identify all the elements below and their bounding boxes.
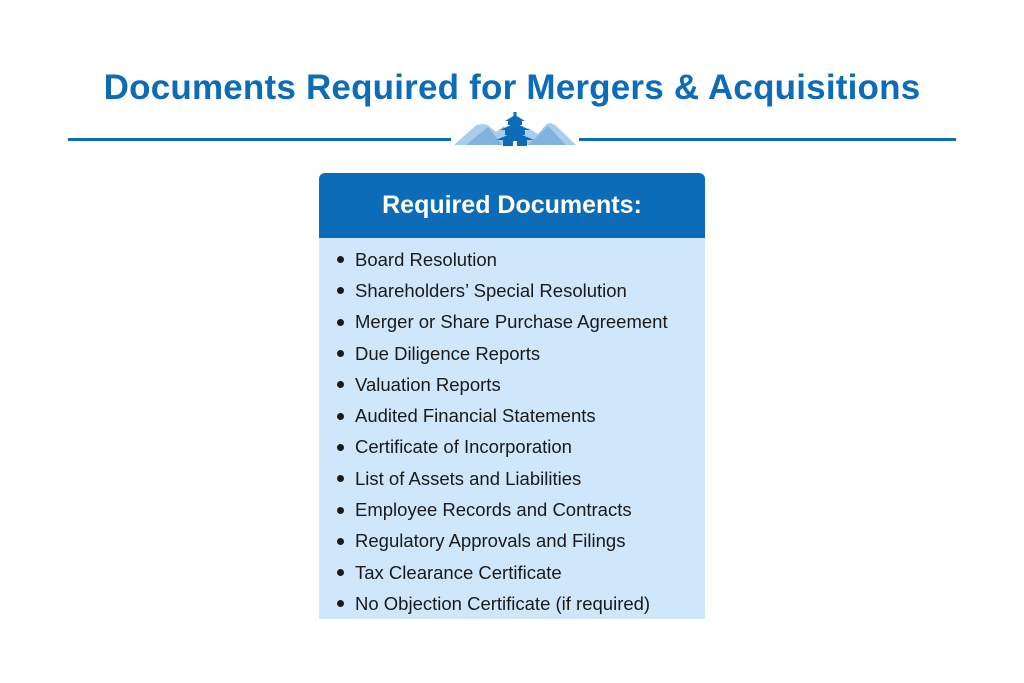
- list-item-label: Due Diligence Reports: [355, 342, 541, 364]
- bullet-icon: [337, 413, 344, 420]
- list-item-label: Audited Financial Statements: [355, 405, 596, 427]
- bullet-icon: [337, 600, 344, 607]
- page-title: Documents Required for Mergers & Acquisitions: [103, 68, 921, 107]
- bullet-icon: [337, 538, 344, 545]
- bullet-icon: [337, 381, 344, 388]
- list-item: [319, 526, 705, 557]
- list-item: [319, 588, 705, 619]
- list-item-label: Merger or Share Purchase Agreement: [355, 311, 668, 333]
- list-item-label: Certificate of Incorporation: [355, 436, 572, 458]
- list-item: [319, 400, 705, 431]
- list-item-label: Tax Clearance Certificate: [355, 561, 562, 583]
- list-item: [319, 338, 705, 369]
- bullet-icon: [337, 569, 344, 576]
- list-item: [319, 275, 705, 306]
- card-header: Required Documents:: [319, 173, 705, 238]
- list-item-label: No Objection Certificate (if required): [355, 592, 651, 614]
- bullet-icon: [337, 287, 344, 294]
- title-divider-left: [68, 138, 451, 141]
- bullet-icon: [337, 319, 344, 326]
- bullet-icon: [337, 507, 344, 514]
- list-item-label: Shareholders’ Special Resolution: [355, 279, 627, 301]
- list-item: [319, 463, 705, 494]
- mountain-pagoda-icon: [452, 110, 578, 148]
- title-divider-right: [579, 138, 956, 141]
- list-item-label: Board Resolution: [355, 248, 497, 270]
- list-item: [319, 307, 705, 338]
- bullet-icon: [337, 475, 344, 482]
- list-item-label: Regulatory Approvals and Filings: [355, 530, 626, 552]
- list-item-label: Valuation Reports: [355, 373, 501, 395]
- documents-list: [319, 238, 705, 619]
- list-item-label: List of Assets and Liabilities: [355, 467, 582, 489]
- list-item: [319, 557, 705, 588]
- list-item: [319, 244, 705, 275]
- list-item: [319, 432, 705, 463]
- bullet-icon: [337, 350, 344, 357]
- bullet-icon: [337, 256, 344, 263]
- list-item: [319, 369, 705, 400]
- required-documents-card: [319, 173, 705, 619]
- list-item-label: Employee Records and Contracts: [355, 499, 632, 521]
- bullet-icon: [337, 444, 344, 451]
- list-item: [319, 494, 705, 525]
